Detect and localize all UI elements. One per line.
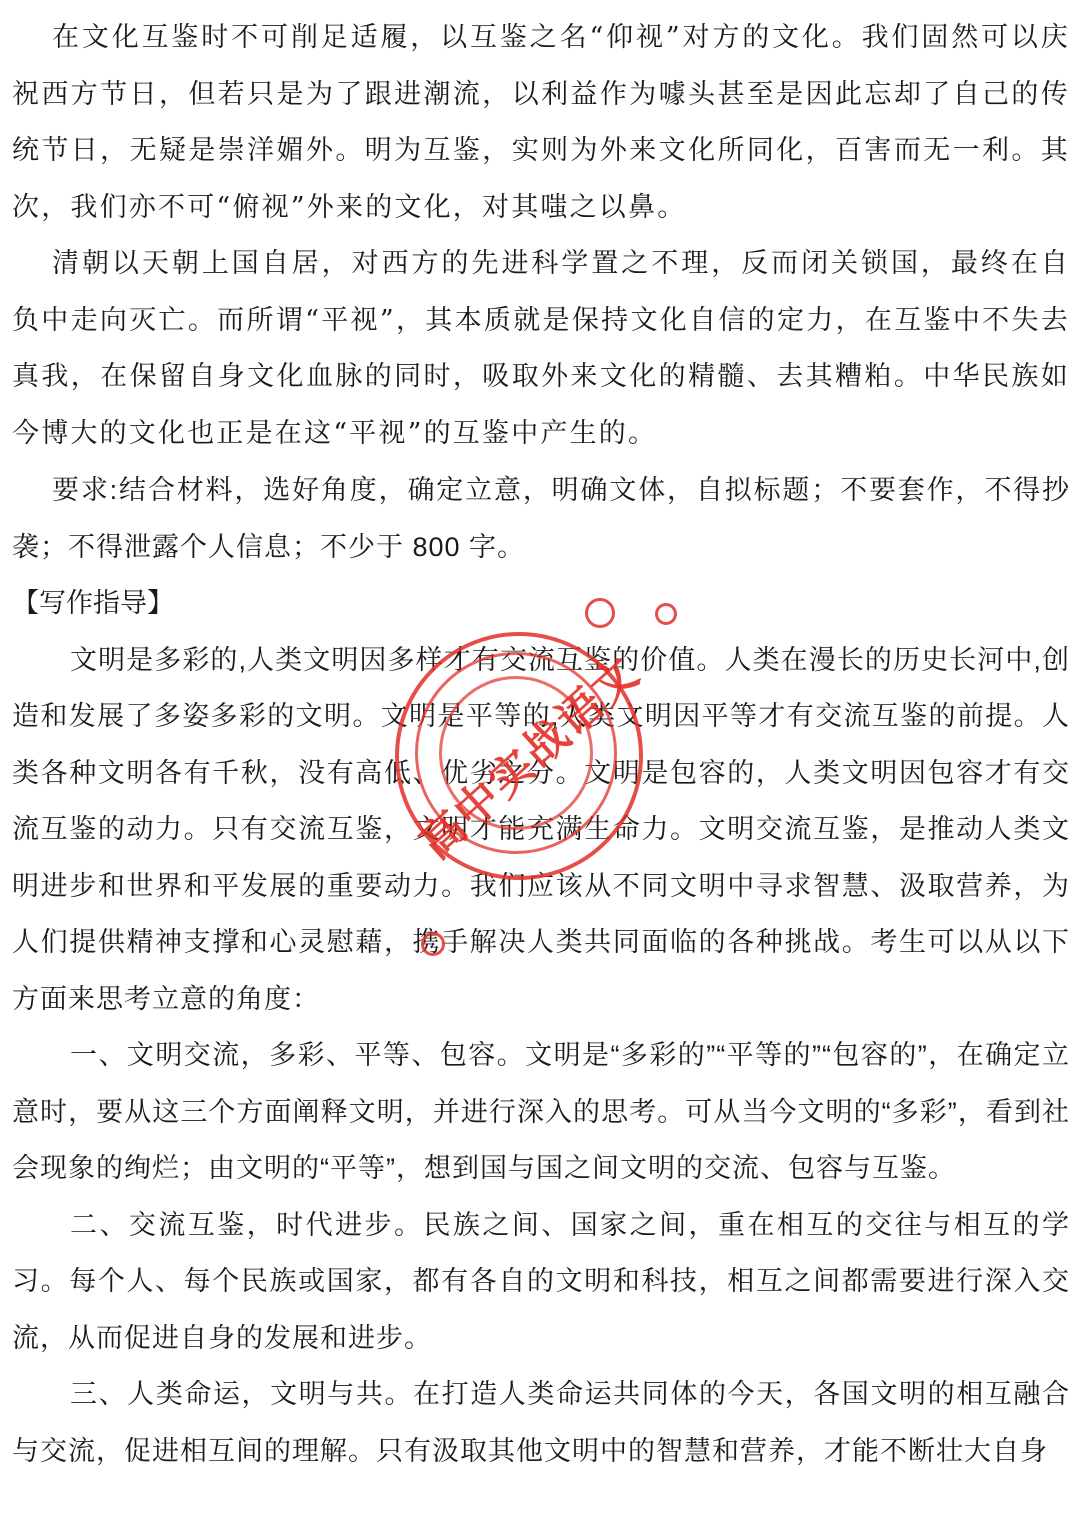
section-heading: 【写作指导】	[12, 588, 174, 618]
paragraph-2: 清朝以天朝上国自居，对西方的先进科学置之不理，反而闭关锁国，最终在自负中走向灭亡。而所谓“平视”，其本质就是保持文化自信的定力，在互鉴中不失去真我，在保留自身文化血脉的同时，吸取外来文化的精髓、去其糟粕。中华民族如今博大的文化也正是在这“平视”的互鉴中产生的。	[12, 248, 1070, 449]
watermark-text: 高中实战语文	[411, 647, 649, 869]
document-page	[12, 10, 1070, 1479]
stamp-dot	[585, 598, 615, 628]
angle-2-paragraph: 二、交流互鉴，时代进步。民族之间、国家之间，重在相互的交往与相互的学习。每个人、每个民族或国家，都有各自的文明和科技，相互之间都需要进行深入交流，从而促进自身的发展和进步。	[12, 1209, 1070, 1353]
angle-3-paragraph: 三、人类命运，文明与共。在打造人类命运共同体的今天，各国文明的相互融合与交流，促进相互间的理解。只有汲取其他文明中的智慧和营养，才能不断壮大自身	[12, 1379, 1070, 1466]
stamp-dot	[655, 603, 677, 625]
stamp-dot	[421, 932, 445, 956]
angle-1-paragraph: 一、文明交流，多彩、平等、包容。文明是“多彩的”“平等的”“包容的”，在确定立意时，要从这三个方面阐释文明，并进行深入的思考。可从当今文明的“多彩”，看到社会现象的绚烂；由文明的“平等”，想到国与国之间文明的交流、包容与互鉴。	[12, 1040, 1070, 1183]
paragraph-1: 在文化互鉴时不可削足适履，以互鉴之名“仰视”对方的文化。我们固然可以庆祝西方节日，但若只是为了跟进潮流，以利益作为噱头甚至是因此忘却了自己的传统节日，无疑是崇洋媚外。明为互鉴，实则为外来文化所同化，百害而无一利。其次，我们亦不可“俯视”外来的文化，对其嗤之以鼻。	[12, 22, 1070, 223]
guidance-paragraph: 文明是多彩的,人类文明因多样才有交流互鉴的价值。人类在漫长的历史长河中,创造和发展了多姿多彩的文明。文明是平等的,人类文明因平等才有交流互鉴的前提。人类各种文明各有千秋，没有高低、优劣之分。文明是包容的，人类文明因包容才有交流互鉴的动力。只有交流互鉴，文明才能充满生命力。文明交流互鉴，是推动人类文明进步和世界和平发展的重要动力。我们应该从不同文明中寻求智慧、汲取营养，为人们提供精神支撑和心灵慰藉，携手解决人类共同面临的各种挑战。考生可以从以下方面来思考立意的角度：	[12, 644, 1070, 1014]
requirements-paragraph: 要求:结合材料，选好角度，确定立意，明确文体，自拟标题；不要套作，不得抄袭；不得泄露个人信息；不少于 800 字。	[12, 475, 1070, 562]
